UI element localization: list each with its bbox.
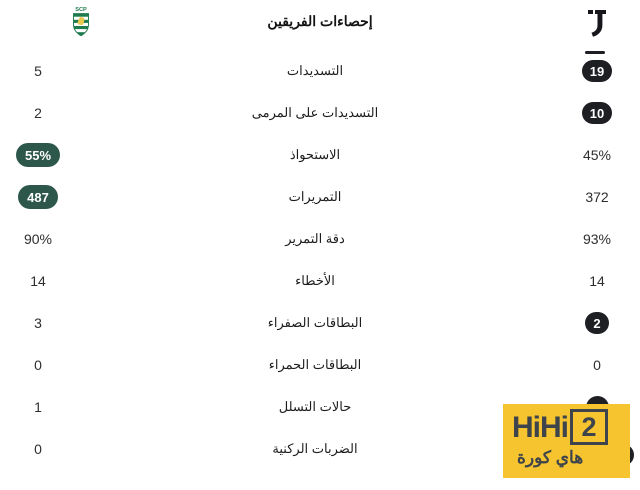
stats-header: [0, 0, 640, 50]
away-value: 10: [582, 102, 612, 124]
home-value: 487: [18, 185, 58, 209]
home-value: 0: [34, 357, 42, 373]
stat-label: التسديدات: [286, 63, 344, 78]
home-value: 55%: [16, 143, 60, 167]
stat-label: الضربات الركنية: [272, 441, 358, 456]
stat-label: الأخطاء: [295, 273, 335, 288]
away-value: 19: [582, 60, 612, 82]
stat-label: حالات التسلل: [278, 399, 352, 414]
home-value: 5: [34, 63, 42, 79]
stat-row: [0, 176, 640, 218]
away-value: 45%: [582, 147, 612, 163]
watermark-brand-text: HiHi: [512, 411, 568, 444]
home-value-cell: [0, 143, 76, 167]
away-value-cell: [554, 312, 640, 334]
away-value-cell: [554, 357, 640, 373]
stat-label: التمريرات: [288, 189, 342, 204]
stat-row: [0, 302, 640, 344]
stat-row: [0, 50, 640, 92]
watermark-boxed-digit: 2: [570, 409, 608, 445]
away-value-cell: [554, 102, 640, 124]
stat-row: [0, 218, 640, 260]
stat-label: التسديدات على المرمى: [251, 105, 379, 120]
watermark-subtitle: هاي كورة: [517, 448, 584, 467]
away-value-cell: [554, 147, 640, 163]
juventus-logo-icon: [586, 8, 608, 43]
home-value: 3: [34, 315, 42, 331]
away-value-cell: [554, 231, 640, 247]
stat-row: [0, 134, 640, 176]
home-value: 90%: [23, 231, 53, 247]
home-value: 1: [34, 399, 42, 415]
hihi2-watermark: [503, 404, 630, 478]
home-value-cell: [0, 231, 76, 247]
stat-row: [0, 344, 640, 386]
home-value-cell: [0, 105, 76, 121]
home-value-cell: [0, 441, 76, 457]
home-value-cell: [0, 315, 76, 331]
away-value-cell: [554, 189, 640, 205]
home-value-cell: [0, 63, 76, 79]
stat-label: البطاقات الصفراء: [267, 315, 363, 330]
stat-row: [0, 92, 640, 134]
away-value: 372: [585, 189, 609, 205]
away-value: 14: [589, 273, 605, 289]
away-value: 2: [585, 312, 608, 334]
crest-text: SCP: [75, 6, 87, 13]
home-value: 14: [30, 273, 46, 289]
stat-label: الاستحواذ: [289, 147, 341, 162]
away-value-cell: [554, 273, 640, 289]
stat-label: البطاقات الحمراء: [268, 357, 362, 372]
home-value: 0: [34, 441, 42, 457]
away-value: 93%: [582, 231, 612, 247]
page-title: إحصاءات الفريقين: [267, 13, 373, 29]
home-value-cell: [0, 185, 76, 209]
home-value-cell: [0, 357, 76, 373]
home-value-cell: [0, 273, 76, 289]
stat-row: [0, 260, 640, 302]
home-value: 2: [34, 105, 42, 121]
away-value: 0: [593, 357, 601, 373]
stat-label: دقة التمرير: [285, 231, 345, 246]
home-value-cell: [0, 399, 76, 415]
sporting-cp-crest-icon: [66, 4, 96, 47]
away-value-cell: [554, 60, 640, 82]
